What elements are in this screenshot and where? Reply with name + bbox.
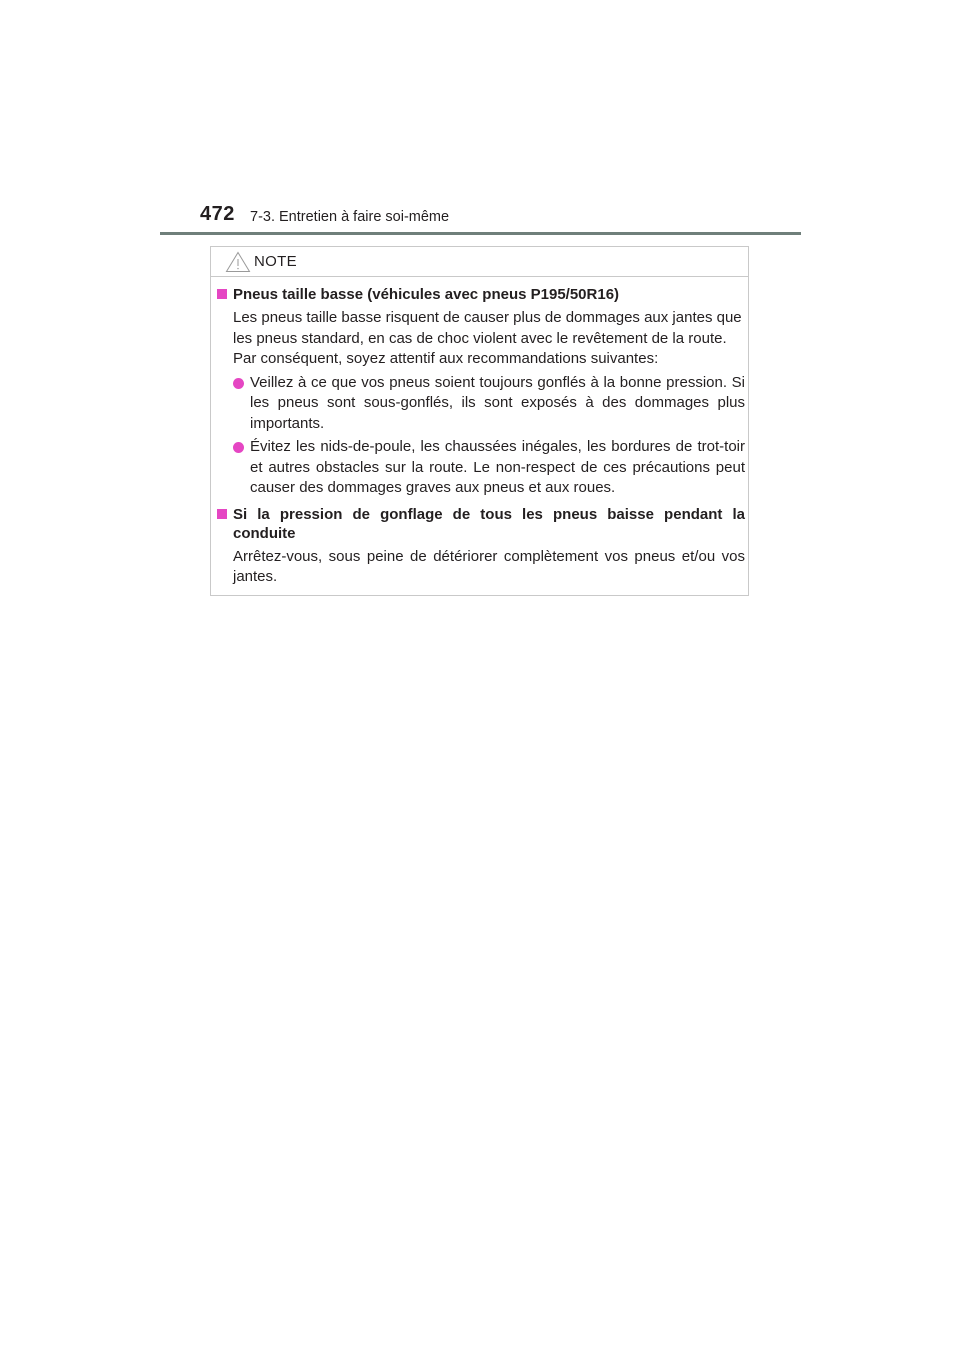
- note-label: NOTE: [254, 253, 297, 270]
- square-bullet-icon: [217, 289, 227, 299]
- list-item-text: Veillez à ce que vos pneus soient toujours gonflés à la bonne pression. Si les pneus sont sous-gonflés, ils sont exposés à des dommages plus importants.: [250, 373, 745, 432]
- item-heading-text: Si la pression de gonflage de tous les pneus baisse pendant la conduite: [233, 505, 745, 542]
- list-item: [217, 373, 745, 435]
- page-number: 472: [200, 203, 235, 225]
- note-header: [211, 247, 748, 277]
- square-bullet-icon: [217, 509, 227, 519]
- header-rule: [160, 232, 801, 235]
- item-paragraph: Les pneus taille basse risquent de causer plus de dommages aux jantes que les pneus standard, en cas de choc violent avec le revêtement de la route. Par conséquent, soyez attentif aux recommandations suivantes:: [233, 309, 742, 367]
- list-item: [217, 437, 745, 499]
- item-heading-pressure-drop: [217, 505, 745, 543]
- circle-bullet-icon: [233, 378, 244, 389]
- item-paragraph: Arrêtez-vous, sous peine de détériorer complètement vos pneus et/ou vos jantes.: [233, 547, 745, 585]
- item-heading-text: Pneus taille basse (véhicules avec pneus P195/50R16): [233, 286, 620, 303]
- note-body: [217, 285, 745, 588]
- list-item-text: Évitez les nids-de-poule, les chaussées inégales, les bordures de trot-toir et autres obstacles sur la route. Le non-respect de ces précautions peut causer des dommages graves aux pneus et aux roues.: [250, 438, 745, 496]
- warning-triangle-icon: [225, 251, 251, 273]
- circle-bullet-icon: [233, 442, 244, 453]
- item-heading-low-profile-tires: [217, 285, 745, 304]
- section-title: 7-3. Entretien à faire soi-même: [250, 209, 450, 225]
- note-box: [210, 246, 749, 596]
